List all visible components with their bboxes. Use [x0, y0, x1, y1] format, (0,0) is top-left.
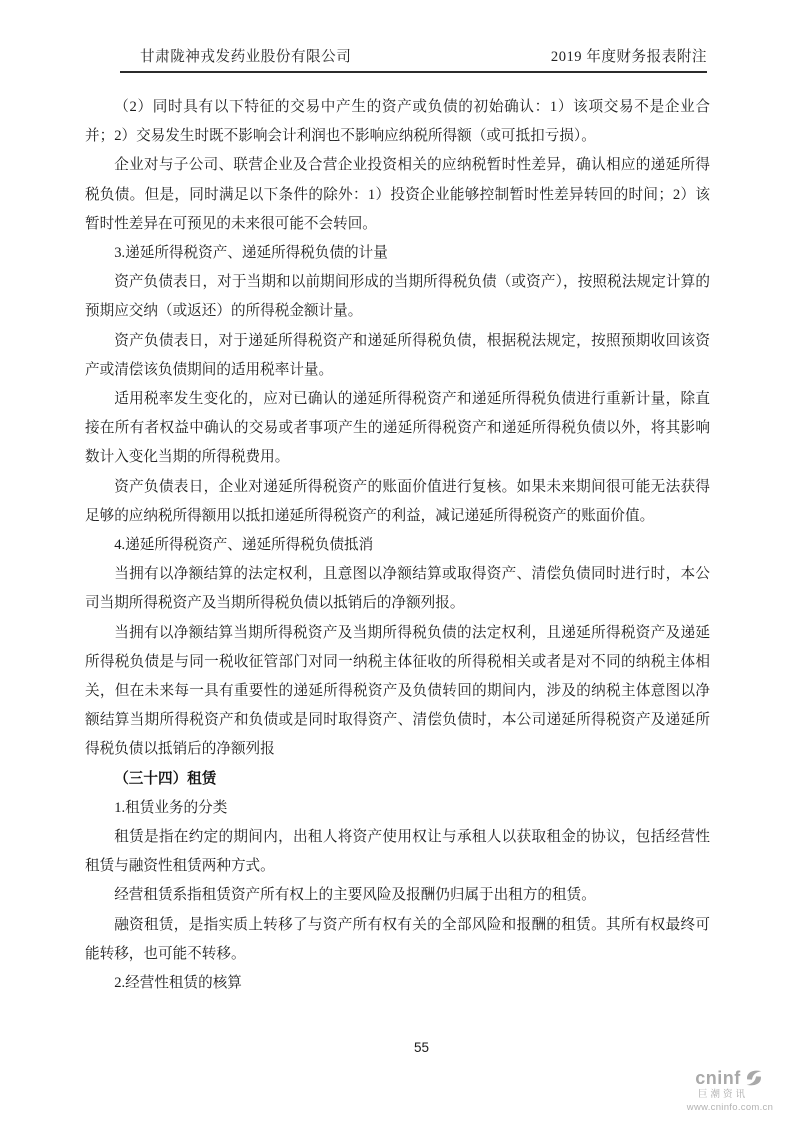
page-number: 55 — [413, 1040, 430, 1055]
cninfo-watermark — [675, 1067, 785, 1114]
paragraph: 企业对与子公司、联营企业及合营企业投资相关的应纳税暂时性差异，确认相应的递延所得税负债。但是，同时满足以下条件的除外：1）投资企业能够控制暂时性差异转回的时间；2）该暂时性差异在可预见的未来很可能不会转回。 — [85, 157, 710, 232]
cninfo-brand-cn: 巨潮资讯 — [697, 1089, 748, 1100]
company-name: 甘肃陇神戎发药业股份有限公司 — [140, 49, 352, 65]
paragraph: 适用税率发生变化的，应对已确认的递延所得税资产和递延所得税负债进行重新计量，除直接在所有者权益中确认的交易或者事项产生的递延所得税资产和递延所得税负债以外，将其影响数计入变化当期的所得税费用。 — [85, 391, 710, 466]
paragraph: 4.递延所得税资产、递延所得税负债抵消 — [114, 537, 374, 554]
paragraph: 1.租赁业务的分类 — [114, 799, 228, 816]
paragraph: 3.递延所得税资产、递延所得税负债的计量 — [114, 245, 388, 262]
page-header — [120, 48, 707, 73]
cninfo-swirl-icon — [743, 1067, 765, 1089]
paragraph: 资产负债表日，对于递延所得税资产和递延所得税负债，根据税法规定，按照预期收回该资产或清偿该负债期间的适用税率计量。 — [85, 332, 710, 378]
paragraph: 经营租赁系指租赁资产所有权上的主要风险及报酬仍归属于出租方的租赁。 — [114, 887, 596, 904]
document-body — [85, 93, 710, 998]
paragraph: 2.经营性租赁的核算 — [114, 975, 242, 992]
section-heading-lease: （三十四）租赁 — [114, 770, 217, 787]
paragraph: 当拥有以净额结算当期所得税资产及当期所得税负债的法定权利，且递延所得税资产及递延所得税负债是与同一税收征管部门对同一纳税主体征收的所得税相关或者是对不同的纳税主体相关，但在未来每一具有重要性的递延所得税资产及负债转回的期间内，涉及的纳税主体意图以净额结算当期所得税资产和负债或是同时取得资产、清偿负债时，本公司递延所得税资产及递延所得税负债以抵销后的净额列报 — [85, 624, 710, 758]
paragraph: 资产负债表日，对于当期和以前期间形成的当期所得税负债（或资产），按照税法规定计算的预期应交纳（或返还）的所得税金额计量。 — [85, 274, 710, 320]
cninfo-brand-text: cninf — [695, 1068, 741, 1088]
report-title: 2019 年度财务报表附注 — [550, 49, 707, 65]
paragraph: 资产负债表日，企业对递延所得税资产的账面价值进行复核。如果未来期间很可能无法获得足够的应纳税所得额用以抵扣递延所得税资产的利益，减记递延所得税资产的账面价值。 — [85, 478, 710, 524]
cninfo-url: www.cninfo.com.cn — [686, 1102, 774, 1113]
paragraph: （2）同时具有以下特征的交易中产生的资产或负债的初始确认：1）该项交易不是企业合并；2）交易发生时既不影响会计利润也不影响应纳税所得额（或可抵扣亏损）。 — [85, 99, 710, 145]
paragraph: 当拥有以净额结算的法定权利，且意图以净额结算或取得资产、清偿负债同时进行时，本公司当期所得税资产及当期所得税负债以抵销后的净额列报。 — [85, 566, 710, 612]
cninfo-brand-row — [675, 1067, 785, 1089]
paragraph: 融资租赁，是指实质上转移了与资产所有权有关的全部风险和报酬的租赁。其所有权最终可能转移，也可能不转移。 — [85, 916, 710, 962]
paragraph: 租赁是指在约定的期间内，出租人将资产使用权让与承租人以获取租金的协议，包括经营性租赁与融资性租赁两种方式。 — [85, 829, 710, 875]
